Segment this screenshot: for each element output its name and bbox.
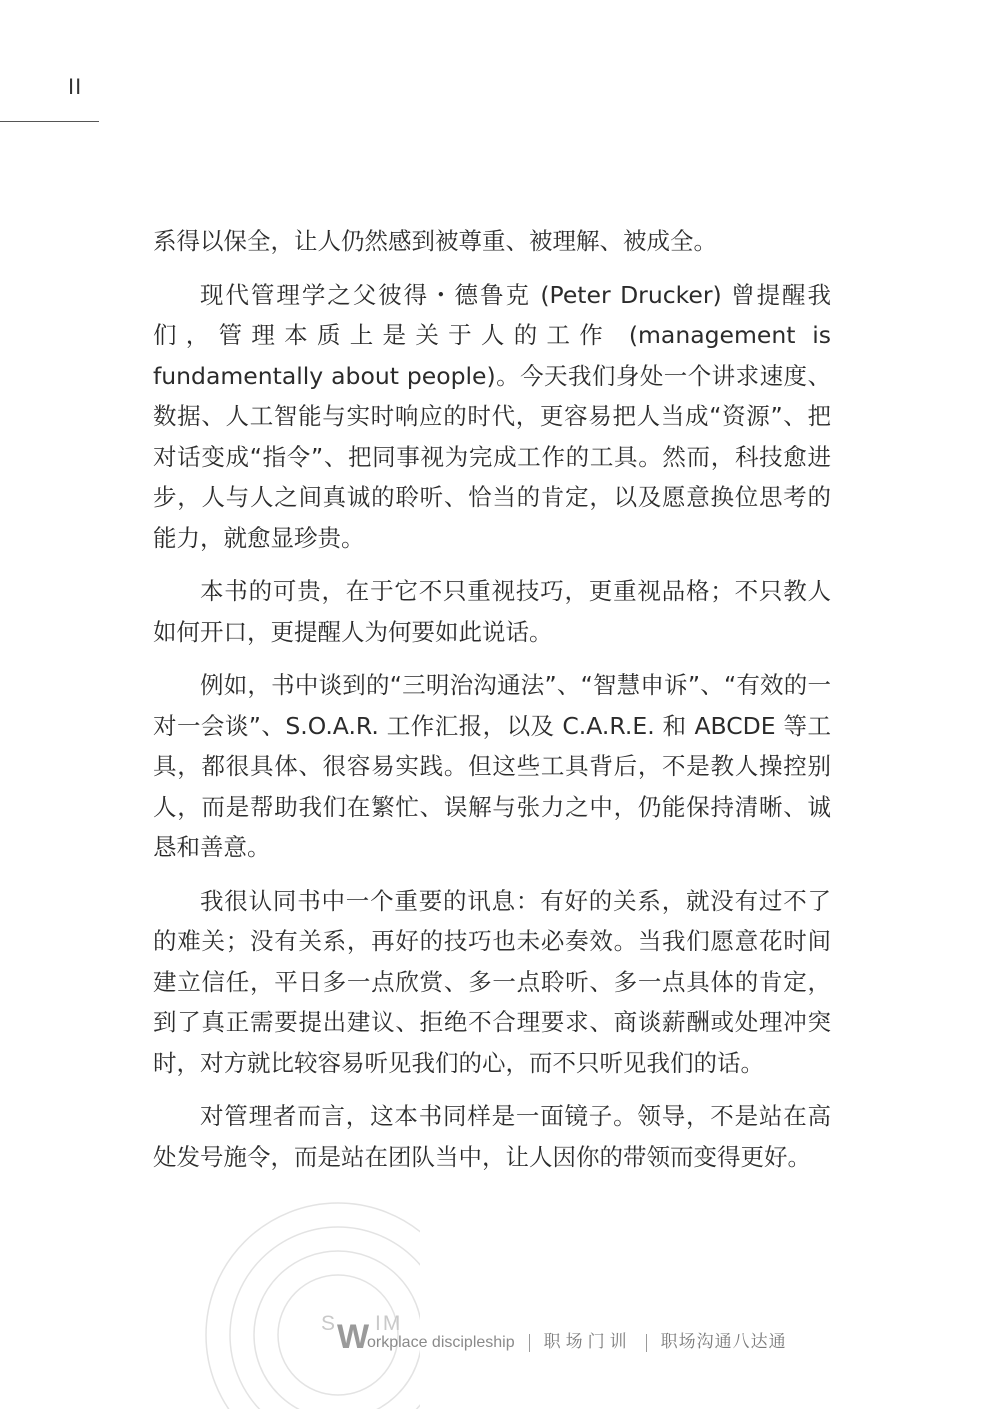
footer-tagline: orkplace discipleship xyxy=(367,1334,515,1351)
footer-divider xyxy=(646,1334,647,1352)
paragraph-4: 例如，书中谈到的“三明治沟通法”、“智慧申诉”、“有效的一对一会谈”、S.O.A.R. 工作汇报，以及 C.A.R.E. 和 ABCDE 等工具，都很具体、很容易实践。但这些工具背后，不是教人操控别人，而是帮助我们在繁忙、误解与张力之中，仍能保持清晰、诚恳和善意。 xyxy=(153,671,831,861)
concentric-circles-icon xyxy=(0,1200,420,1409)
swim-logo-w: W xyxy=(337,1318,370,1356)
footer-label-book-title: 职场沟通八达通 xyxy=(660,1332,787,1352)
swim-logo-s: S xyxy=(321,1312,338,1335)
swim-logo xyxy=(321,1312,411,1356)
page-number: II xyxy=(68,74,83,99)
paragraph-3: 本书的可贵，在于它不只重视技巧，更重视品格；不只教人如何开口，更提醒人为何要如此说话。 xyxy=(153,577,831,646)
footer-label-training: 职场门训 xyxy=(543,1332,632,1352)
paragraph-2: 现代管理学之父彼得・德鲁克 (Peter Drucker) 曾提醒我们，管理本质上是关于人的工作 (management is fundamentally about people)。今天我们身处一个讲求速度、数据、人工智能与实时响应的时代，更容易把人当成“资源”、把对话变成“指令”、把同事视为完成工作的工具。然而，科技愈进步，人与人之间真诚的聆听、恰当的肯定，以及愿意换位思考的能力，就愈显珍贵。 xyxy=(153,280,831,552)
paragraph-5: 我很认同书中一个重要的讯息：有好的关系，就没有过不了的难关；没有关系，再好的技巧也未必奏效。当我们愿意花时间建立信任，平日多一点欣赏、多一点聆听、多一点具体的肯定，到了真正需要提出建议、拒绝不合理要求、商谈薪酬或处理冲突时，对方就比较容易听见我们的心，而不只听见我们的话。 xyxy=(153,886,831,1077)
paragraph-1: 系得以保全，让人仍然感到被尊重、被理解、被成全。 xyxy=(153,227,717,255)
paragraph-6: 对管理者而言，这本书同样是一面镜子。领导，不是站在高处发号施令，而是站在团队当中，让人因你的带领而变得更好。 xyxy=(153,1102,831,1171)
swim-logo-im: IM xyxy=(375,1312,403,1335)
body-text xyxy=(153,221,831,1177)
footer-divider xyxy=(529,1334,530,1352)
header-rule xyxy=(0,121,99,122)
footer-brand xyxy=(321,1312,787,1356)
